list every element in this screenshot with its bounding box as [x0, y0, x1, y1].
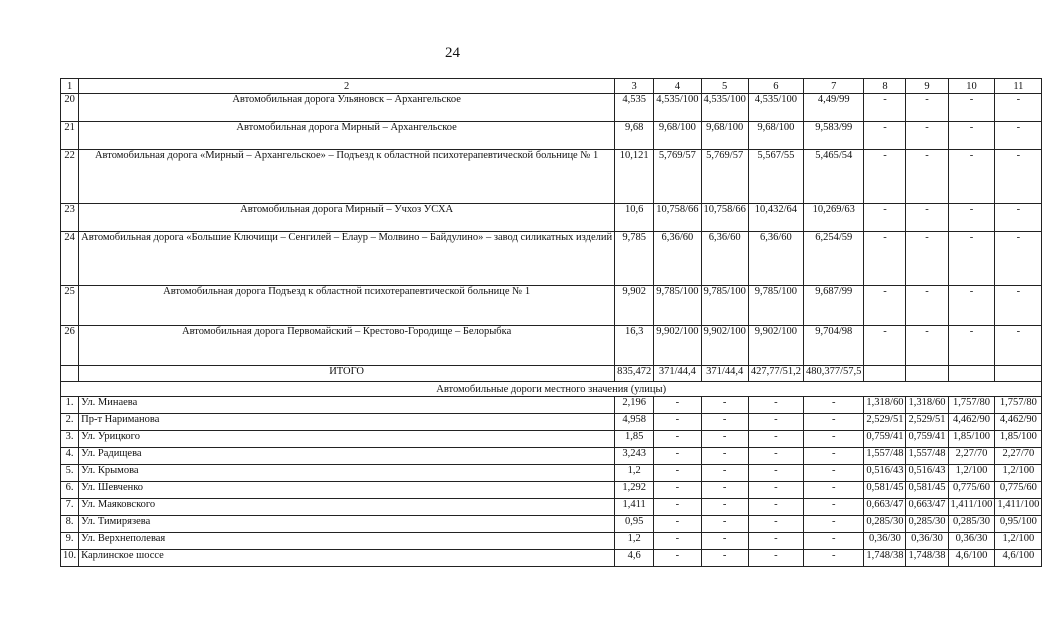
table-cell: - [748, 516, 803, 533]
table-cell: - [701, 465, 748, 482]
table-row [61, 550, 1042, 567]
column-number: 4 [654, 79, 701, 94]
table-cell: - [948, 232, 995, 286]
table-cell: - [701, 431, 748, 448]
table-cell: 0,95/100 [995, 516, 1042, 533]
table-cell: - [701, 533, 748, 550]
table-cell: - [995, 204, 1042, 232]
table-cell: 2,529/51 [906, 414, 948, 431]
table-cell: - [948, 150, 995, 204]
table-cell: - [804, 397, 864, 414]
page-number: 24 [445, 45, 460, 61]
table-cell: 10,758/66 [701, 204, 748, 232]
table-cell: 9,785/100 [701, 286, 748, 326]
table-cell: 0,759/41 [906, 431, 948, 448]
row-number: 8. [61, 516, 79, 533]
table-cell: 4,462/90 [995, 414, 1042, 431]
table-cell: - [654, 516, 701, 533]
table-cell: - [864, 326, 906, 366]
column-number: 2 [79, 79, 615, 94]
table-row [61, 232, 1042, 286]
table-cell: 0,663/47 [864, 499, 906, 516]
table-cell: 10,432/64 [748, 204, 803, 232]
table-cell: 10,758/66 [654, 204, 701, 232]
total-label: ИТОГО [79, 366, 615, 382]
table-cell: - [701, 482, 748, 499]
table-cell: - [748, 499, 803, 516]
table-cell: 9,68 [615, 122, 654, 150]
table-cell: - [906, 150, 948, 204]
table-cell: - [864, 204, 906, 232]
table-cell: 4,49/99 [804, 94, 864, 122]
table-cell: 0,516/43 [864, 465, 906, 482]
table-cell: - [995, 326, 1042, 366]
table-cell: - [864, 94, 906, 122]
section-row [61, 382, 1042, 397]
table-cell: 4,6/100 [995, 550, 1042, 567]
table-cell: 1,2 [615, 465, 654, 482]
table-row [61, 94, 1042, 122]
column-number: 10 [948, 79, 995, 94]
table-cell: - [748, 533, 803, 550]
row-number: 5. [61, 465, 79, 482]
table-cell: 2,529/51 [864, 414, 906, 431]
road-name: Автомобильная дорога Подъезд к областной психотерапевтической больнице № 1 [79, 286, 615, 326]
street-name: Ул. Радищева [79, 448, 615, 465]
table-row [61, 465, 1042, 482]
table-cell: - [654, 465, 701, 482]
table-cell: - [995, 232, 1042, 286]
table-cell: 9,68/100 [654, 122, 701, 150]
table-cell: - [906, 326, 948, 366]
column-number: 8 [864, 79, 906, 94]
table-row [61, 482, 1042, 499]
row-number: 20 [61, 94, 79, 122]
street-name: Ул. Тимирязева [79, 516, 615, 533]
street-name: Ул. Шевченко [79, 482, 615, 499]
total-value: 480,377/57,5 [804, 366, 864, 382]
column-number: 5 [701, 79, 748, 94]
table-cell: - [654, 499, 701, 516]
row-number: 22 [61, 150, 79, 204]
table-cell: 0,285/30 [864, 516, 906, 533]
table-cell: 0,663/47 [906, 499, 948, 516]
table-cell: - [654, 448, 701, 465]
table-cell: 1,557/48 [906, 448, 948, 465]
table-cell: 4,535 [615, 94, 654, 122]
table-cell: - [654, 414, 701, 431]
row-number: 6. [61, 482, 79, 499]
table-cell: - [701, 550, 748, 567]
row-number: 10. [61, 550, 79, 567]
total-value: 371/44,4 [701, 366, 748, 382]
road-name: Автомобильная дорога Ульяновск – Архангельское [79, 94, 615, 122]
table-cell: - [701, 397, 748, 414]
table-cell: 9,902/100 [748, 326, 803, 366]
table-cell: 9,785 [615, 232, 654, 286]
table-cell: - [748, 550, 803, 567]
table-cell: 1,2/100 [995, 465, 1042, 482]
table-cell: - [804, 499, 864, 516]
table-cell: 10,6 [615, 204, 654, 232]
table-cell: 0,775/60 [995, 482, 1042, 499]
table-cell: - [948, 122, 995, 150]
table-row [61, 516, 1042, 533]
table-cell: - [864, 286, 906, 326]
table-cell: 9,704/98 [804, 326, 864, 366]
table-cell: - [906, 204, 948, 232]
table-cell: 1,2/100 [995, 533, 1042, 550]
table-cell: 0,36/30 [948, 533, 995, 550]
table-cell: - [864, 232, 906, 286]
row-number: 21 [61, 122, 79, 150]
empty-cell [864, 366, 906, 382]
table-cell: - [654, 550, 701, 567]
table-cell: 9,583/99 [804, 122, 864, 150]
table-cell: - [701, 414, 748, 431]
table-cell: - [906, 232, 948, 286]
table-cell: 1,2 [615, 533, 654, 550]
table-cell: 4,958 [615, 414, 654, 431]
empty-cell [995, 366, 1042, 382]
table-cell: 5,769/57 [654, 150, 701, 204]
table-row [61, 150, 1042, 204]
road-name: Автомобильная дорога Первомайский – Крестово-Городище – Белорыбка [79, 326, 615, 366]
table-cell: - [995, 94, 1042, 122]
table-cell: 9,902/100 [701, 326, 748, 366]
table-cell: 1,757/80 [995, 397, 1042, 414]
table-cell: - [995, 286, 1042, 326]
road-name: Автомобильная дорога «Большие Ключищи – Сенгилей – Елаур – Молвино – Байдулино» – завод силикатных изделий [79, 232, 615, 286]
total-value: 427,77/51,2 [748, 366, 803, 382]
table-cell: 1,411/100 [948, 499, 995, 516]
table-cell: 9,785/100 [654, 286, 701, 326]
column-number: 6 [748, 79, 803, 94]
table-cell: - [804, 533, 864, 550]
table-cell: - [654, 397, 701, 414]
table-cell: 4,462/90 [948, 414, 995, 431]
table-cell: 0,285/30 [906, 516, 948, 533]
table-cell: 0,581/45 [864, 482, 906, 499]
street-name: Ул. Крымова [79, 465, 615, 482]
table-cell: - [701, 499, 748, 516]
table-cell: 1,757/80 [948, 397, 995, 414]
table-cell: 2,196 [615, 397, 654, 414]
table-row [61, 448, 1042, 465]
table-cell: - [864, 150, 906, 204]
table-cell: 0,95 [615, 516, 654, 533]
table-cell: - [748, 448, 803, 465]
empty-cell [948, 366, 995, 382]
column-number: 1 [61, 79, 79, 94]
column-number: 11 [995, 79, 1042, 94]
table-cell: 9,68/100 [701, 122, 748, 150]
section-title: Автомобильные дороги местного значения (улицы) [61, 382, 1042, 397]
table-cell: 2,27/70 [948, 448, 995, 465]
table-cell: 6,36/60 [654, 232, 701, 286]
table-row [61, 326, 1042, 366]
total-value: 371/44,4 [654, 366, 701, 382]
data-table [60, 78, 1042, 567]
table-row [61, 122, 1042, 150]
road-name: Автомобильная дорога «Мирный – Архангельское» – Подъезд к областной психотерапевтической больнице № 1 [79, 150, 615, 204]
table-cell: 1,411/100 [995, 499, 1042, 516]
table-cell: 6,254/59 [804, 232, 864, 286]
table-cell: 2,27/70 [995, 448, 1042, 465]
table-row [61, 533, 1042, 550]
table-cell: 1,557/48 [864, 448, 906, 465]
table-cell: - [748, 482, 803, 499]
row-number: 25 [61, 286, 79, 326]
table-cell: - [864, 122, 906, 150]
row-number: 26 [61, 326, 79, 366]
table-cell: 0,775/60 [948, 482, 995, 499]
table-cell: 1,85/100 [995, 431, 1042, 448]
table-cell: - [804, 431, 864, 448]
table-cell: 0,581/45 [906, 482, 948, 499]
row-number: 23 [61, 204, 79, 232]
street-name: Ул. Минаева [79, 397, 615, 414]
table-cell: 0,759/41 [864, 431, 906, 448]
table-cell: - [948, 94, 995, 122]
table-cell: 1,85 [615, 431, 654, 448]
table-cell: - [948, 286, 995, 326]
table-cell: 0,285/30 [948, 516, 995, 533]
table-row [61, 397, 1042, 414]
table-cell: 1,411 [615, 499, 654, 516]
row-number: 7. [61, 499, 79, 516]
empty-cell [906, 366, 948, 382]
table-cell: 9,687/99 [804, 286, 864, 326]
table-cell: - [748, 414, 803, 431]
table-cell: 4,535/100 [654, 94, 701, 122]
table-cell: 0,36/30 [906, 533, 948, 550]
table-cell: - [948, 326, 995, 366]
column-number-row [61, 79, 1042, 94]
table-cell: - [748, 431, 803, 448]
table-cell: 4,6 [615, 550, 654, 567]
street-name: Пр-т Нариманова [79, 414, 615, 431]
table-cell: 9,785/100 [748, 286, 803, 326]
table-cell: - [804, 414, 864, 431]
table-cell: - [804, 465, 864, 482]
row-number: 24 [61, 232, 79, 286]
table-cell: - [995, 122, 1042, 150]
table-cell: - [906, 94, 948, 122]
table-cell: - [701, 516, 748, 533]
table-cell: - [804, 448, 864, 465]
table-cell: - [654, 482, 701, 499]
table-cell: 5,769/57 [701, 150, 748, 204]
table-cell: 0,516/43 [906, 465, 948, 482]
table-cell: 1,318/60 [906, 397, 948, 414]
table-cell: 4,535/100 [748, 94, 803, 122]
column-number: 3 [615, 79, 654, 94]
table-cell: - [804, 516, 864, 533]
table-cell: 1,748/38 [864, 550, 906, 567]
table-cell: 3,243 [615, 448, 654, 465]
table-cell: - [654, 431, 701, 448]
road-name: Автомобильная дорога Мирный – Учхоз УСХА [79, 204, 615, 232]
road-name: Автомобильная дорога Мирный – Архангельское [79, 122, 615, 150]
column-number: 7 [804, 79, 864, 94]
table-cell: 9,902/100 [654, 326, 701, 366]
row-number: 4. [61, 448, 79, 465]
table-cell: - [654, 533, 701, 550]
street-name: Карлинское шоссе [79, 550, 615, 567]
table-cell: - [906, 122, 948, 150]
table-cell: 10,269/63 [804, 204, 864, 232]
table-cell: - [906, 286, 948, 326]
table-cell: 4,535/100 [701, 94, 748, 122]
empty-cell [61, 366, 79, 382]
table-cell: 6,36/60 [701, 232, 748, 286]
table-cell: 9,902 [615, 286, 654, 326]
table-cell: - [701, 448, 748, 465]
table-cell: - [804, 482, 864, 499]
row-number: 3. [61, 431, 79, 448]
table-cell: 1,2/100 [948, 465, 995, 482]
table-cell: - [948, 204, 995, 232]
street-name: Ул. Верхнеполевая [79, 533, 615, 550]
street-name: Ул. Урицкого [79, 431, 615, 448]
table-cell: 0,36/30 [864, 533, 906, 550]
table-cell: 5,567/55 [748, 150, 803, 204]
column-number: 9 [906, 79, 948, 94]
table-cell: 6,36/60 [748, 232, 803, 286]
table-row [61, 286, 1042, 326]
table-row [61, 414, 1042, 431]
table-cell: 4,6/100 [948, 550, 995, 567]
total-value: 835,472 [615, 366, 654, 382]
table-cell: - [748, 465, 803, 482]
table-cell: 1,292 [615, 482, 654, 499]
table-cell: 5,465/54 [804, 150, 864, 204]
table-row [61, 204, 1042, 232]
table-cell: - [804, 550, 864, 567]
table-row [61, 431, 1042, 448]
row-number: 2. [61, 414, 79, 431]
table-cell: 10,121 [615, 150, 654, 204]
row-number: 1. [61, 397, 79, 414]
row-number: 9. [61, 533, 79, 550]
table-cell: - [995, 150, 1042, 204]
table-cell: 1,318/60 [864, 397, 906, 414]
table-cell: 9,68/100 [748, 122, 803, 150]
total-row [61, 366, 1042, 382]
table-cell: 1,748/38 [906, 550, 948, 567]
table-cell: - [748, 397, 803, 414]
table-cell: 16,3 [615, 326, 654, 366]
table-cell: 1,85/100 [948, 431, 995, 448]
table-row [61, 499, 1042, 516]
street-name: Ул. Маяковского [79, 499, 615, 516]
